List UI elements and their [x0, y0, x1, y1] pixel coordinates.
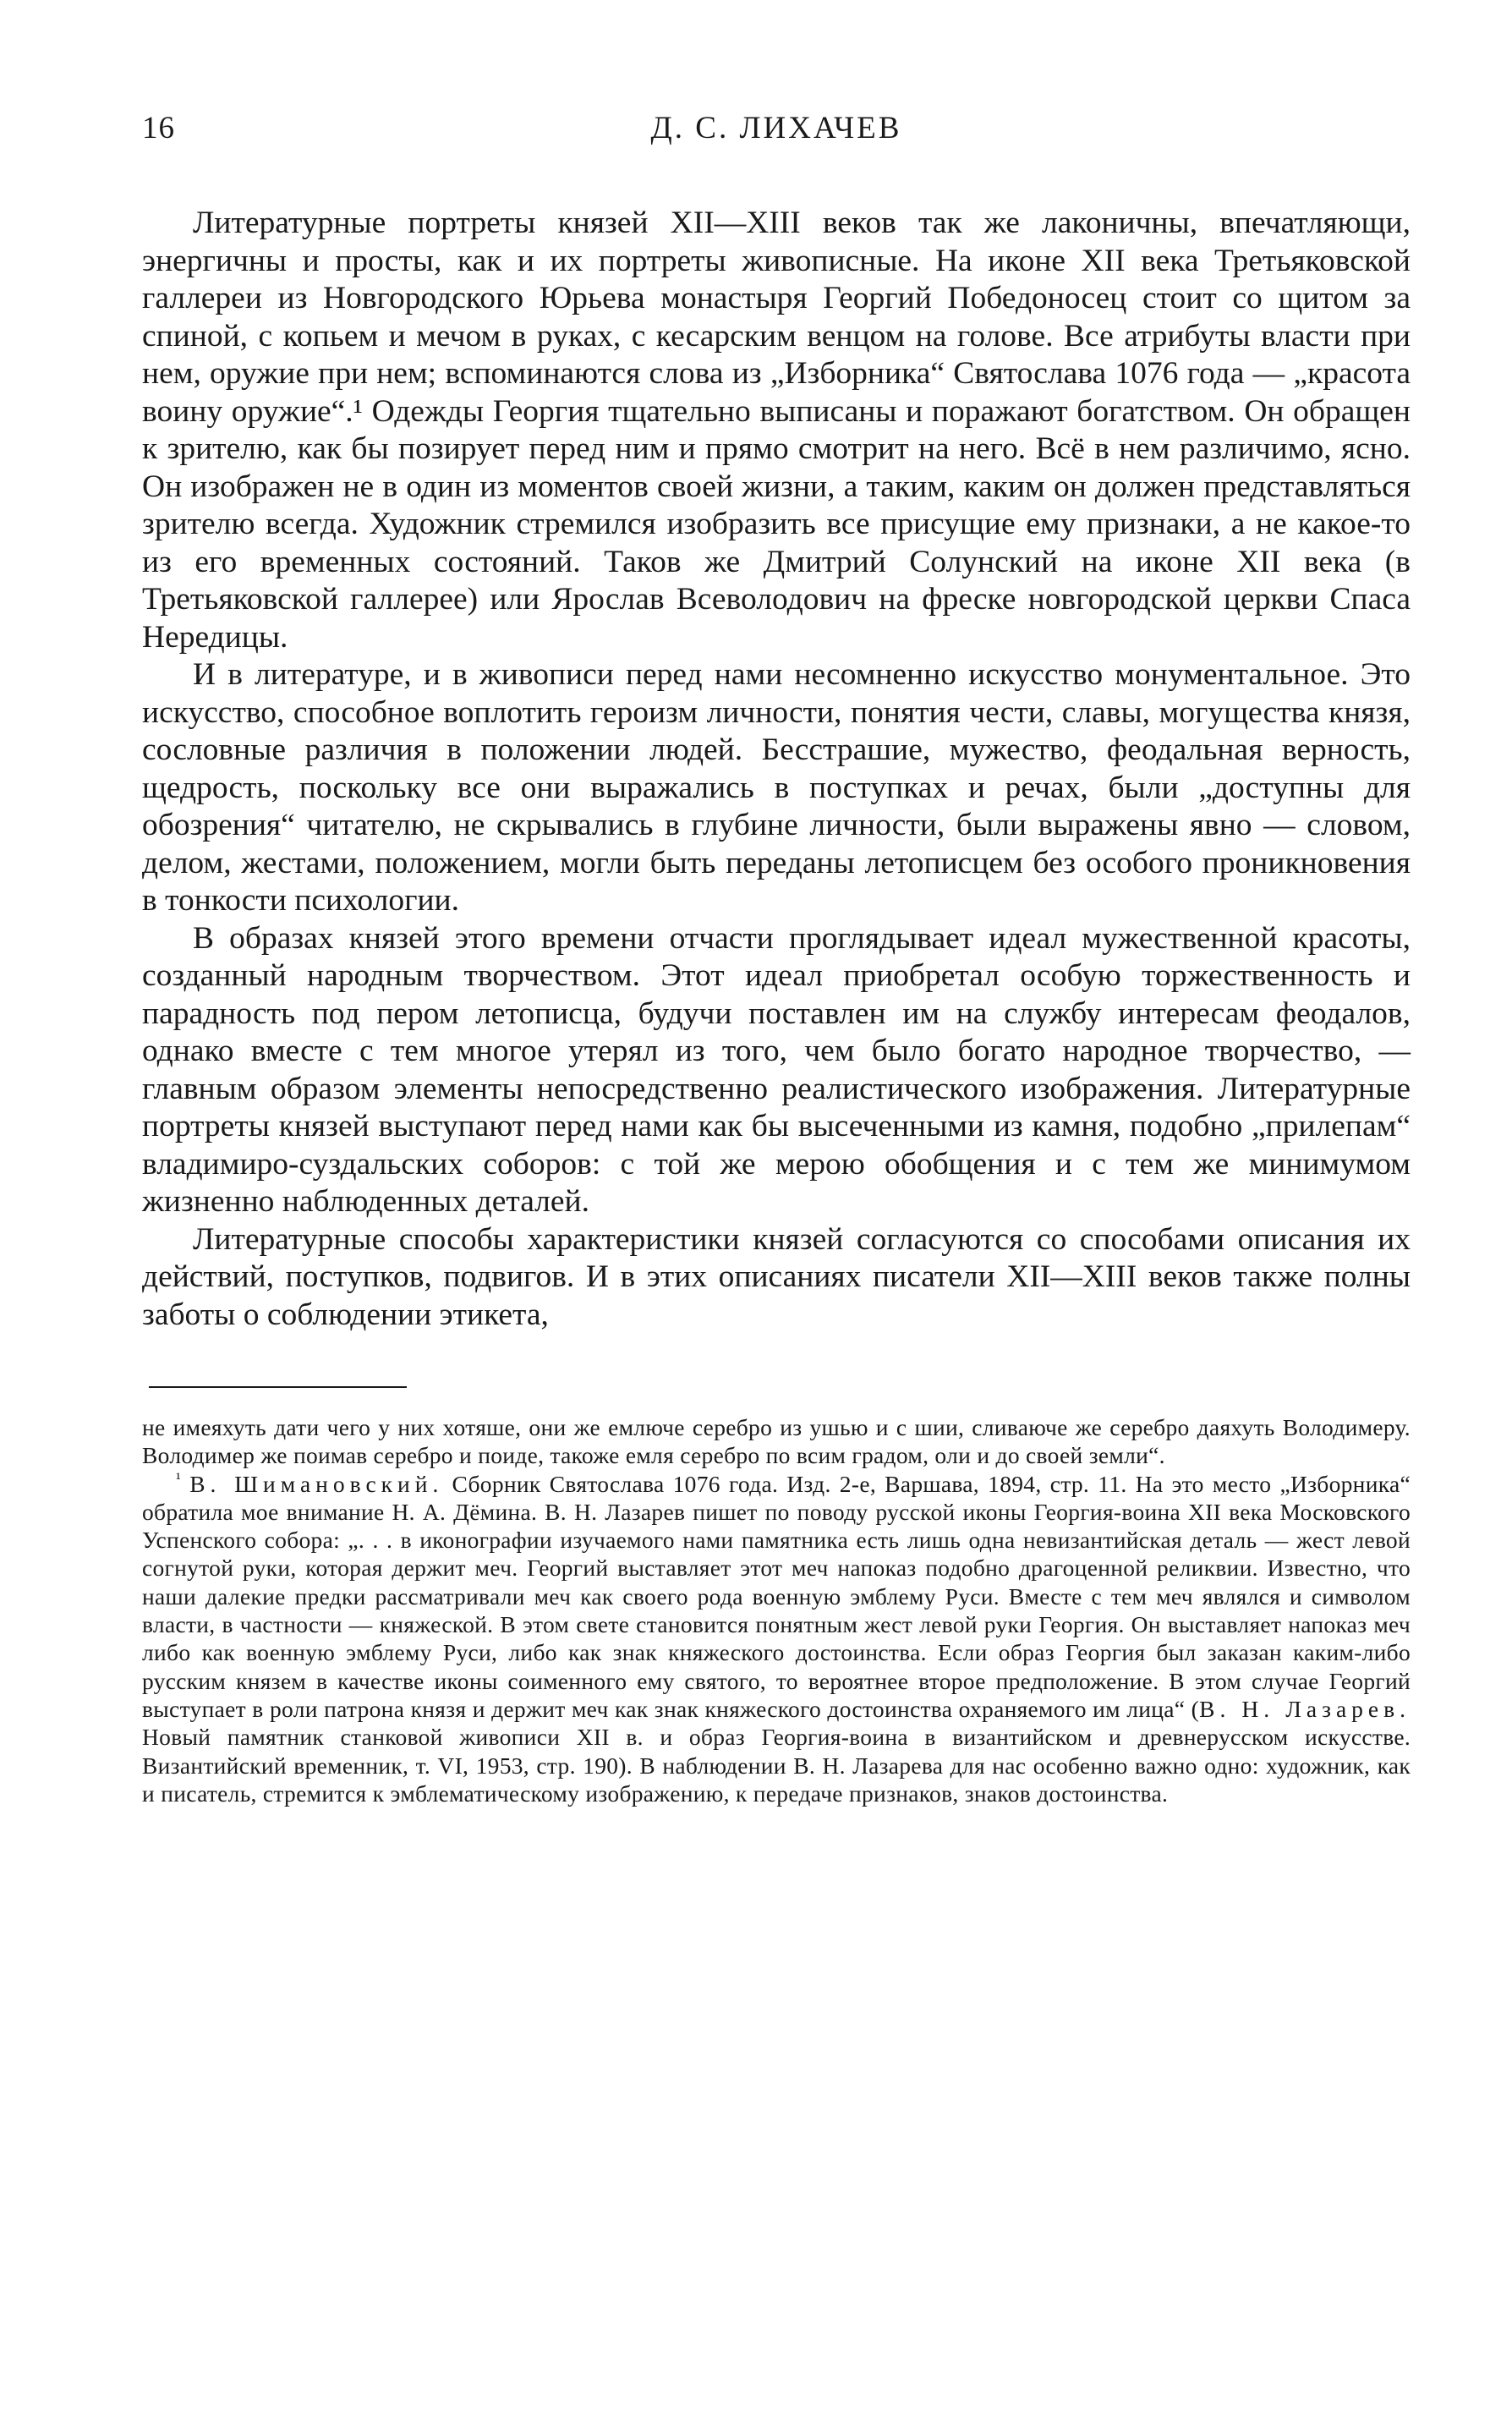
footnote-author-1: В. Шимановский. [189, 1470, 444, 1497]
running-title: Д. С. ЛИХАЧЕВ [650, 111, 902, 145]
footnote-marker: ¹ [176, 1469, 181, 1488]
footnotes [142, 1413, 1411, 1807]
running-header [142, 101, 1411, 152]
page-number: 16 [142, 111, 175, 145]
footnote-text-2: Новый памятник станковой живописи XII в. и образ Георгия-воина в византийском и древнерусском искусстве. Византийский временник, т. VI, 1953, стр. 190). В наблюдении В. Н. Лазарева для нас особенно важно одно: художник, как и писатель, стремится к эмблематическому изображению, к передаче признаков, знаков достоинства. [142, 1724, 1411, 1807]
book-page [142, 101, 1411, 1807]
paragraph-3: В образах князей этого времени отчасти проглядывает идеал мужественной красоты, созданный народным творчеством. Этот идеал приобретал особую торжественность и парадность под пером летописца, будучи поставлен им на службу интересам феодалов, однако вместе с тем многое утерял из того, чем было богато народное творчество, — главным образом элементы непосредственно реалистического изображения. Литературные портреты князей выступают перед нами как бы высеченными из камня, подобно „прилепам“ владимиро-суздальских соборов: с той же мерою обобщения и с тем же минимумом жизненно наблюденных деталей. [142, 920, 1411, 1219]
footnote-continued: не имеяхуть дати чего у них хотяше, они же емлюче серебро из ушью и с шии, сливаюче же серебро даяхуть Володимеру. Володимер же поимав серебро и поиде, такоже емля серебро по всим градом, оли и до своей земли“. [142, 1414, 1411, 1469]
footnote-text-1: Сборник Святослава 1076 года. Изд. 2-е, Варшава, 1894, стр. 11. На это место „Изборника“ обратила мое внимание Н. А. Дёмина. В. Н. Лазарев пишет по поводу русской иконы Георгия-воина XII века Московского Успенского собора: „. . . в иконографии изучаемого нами памятника есть лишь одна невизантийская деталь — жест левой согнутой руки, которая держит меч. Георгий выставляет этот меч напоказ подобно драгоценной реликвии. Известно, что наши далекие предки рассматривали меч как своего рода военную эмблему Руси. Вместе с тем меч являлся и символом власти, в частности — княжеской. В этом свете становится понятным жест левой руки Георгия. Он выставляет напоказ меч либо как военную эмблему Руси, либо как знак княжеского достоинства. Если образ Георгия был заказан каким-либо русским князем в качестве иконы соименного ему святого, то вероятнее второе предположение. В этом случае Георгий выступает в роли патрона князя и держит меч как знак княжеского достоинства охраняемого им лица“ ( [142, 1470, 1411, 1722]
paragraph-1: Литературные портреты князей XII—XIII веков так же лаконичны, впечатляющи, энергичны и просты, как и их портреты живописные. На иконе XII века Третьяковской галлереи из Новгородского Юрьева монастыря Георгий Победоносец стоит со щитом за спиной, с копьем и мечом в руках, с кесарским венцом на голове. Все атрибуты власти при нем, оружие при нем; вспоминаются слова из „Изборника“ Святослава 1076 года — „красота воину оружие“.¹ Одежды Георгия тщательно выписаны и поражают богатством. Он обращен к зрителю, как бы позирует перед ним и прямо смотрит на него. Всё в нем различимо, ясно. Он изображен не в один из моментов своей жизни, а таким, каким он должен представляться зрителю всегда. Художник стремился изобразить все присущие ему признаки, а не какое-то из его временных состояний. Таков же Дмитрий Солунский на иконе XII века (в Третьяковской галлерее) или Ярослав Всеволодович на фреске новгородской церкви Спаса Нередицы. [142, 206, 1411, 655]
main-text [142, 205, 1411, 1334]
footnote-divider [149, 1386, 407, 1388]
paragraph-4: Литературные способы характеристики князей согласуются со способами описания их действий, поступков, подвигов. И в этих описаниях писатели XII—XIII веков также полны заботы о соблюдении этикета, [142, 1221, 1411, 1332]
paragraph-2: И в литературе, и в живописи перед нами несомненно искусство монументальное. Это искусство, способное воплотить героизм личности, понятия чести, славы, могущества князя, сословные различия в положении людей. Бесстрашие, мужество, феодальная верность, щедрость, поскольку все они выражались в поступках и речах, были „доступны для обозрения“ читателю, не скрывались в глубине личности, были выражены явно — словом, делом, жестами, положением, могли быть переданы летописцем без особого проникновения в тонкости психологии. [142, 657, 1411, 918]
footnote-1 [142, 1470, 1411, 1808]
footnote-author-2: В. Н. Лазарев. [1199, 1695, 1411, 1722]
